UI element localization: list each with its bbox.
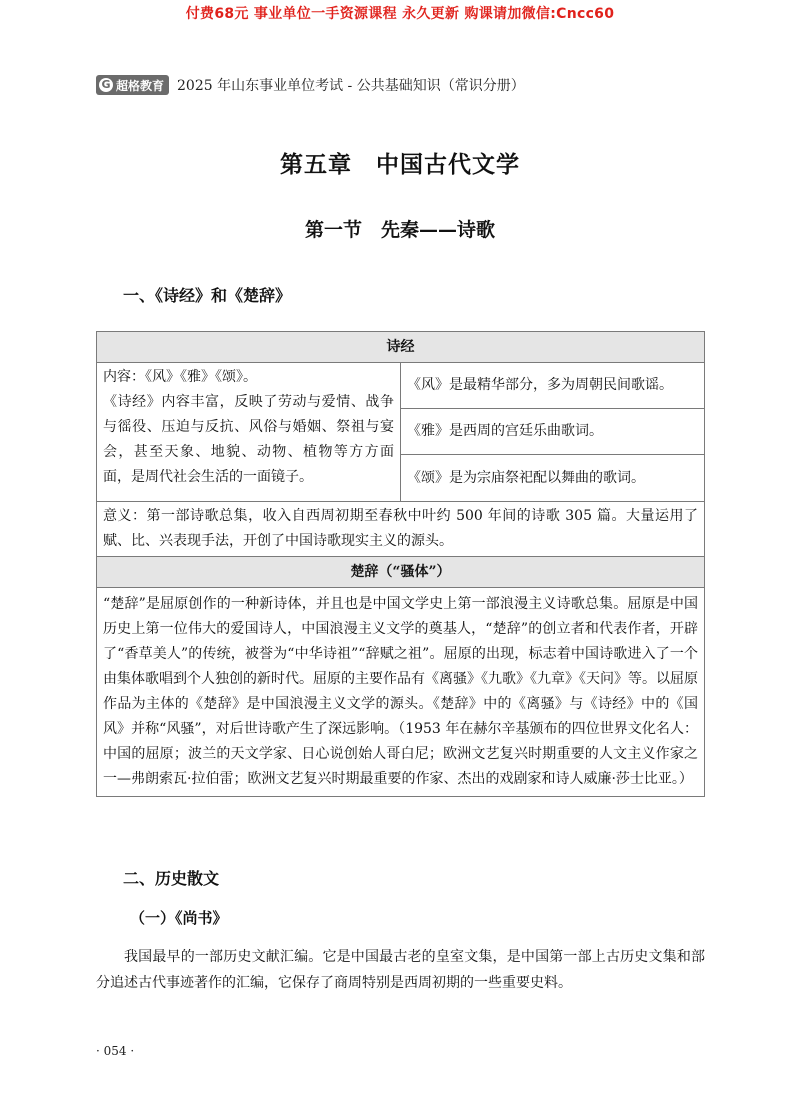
heading-shijing-chuci: 一、《诗经》和《楚辞》 — [123, 286, 292, 305]
feng-description: 《风》是最精华部分，多为周朝民间歌谣。 — [401, 363, 704, 409]
chuci-header: 楚辞（“骚体”） — [97, 557, 705, 588]
shijing-content-cell — [97, 363, 401, 502]
literature-table — [96, 331, 705, 797]
page-number: · 054 · — [96, 1044, 135, 1058]
page-header — [96, 74, 525, 96]
book-title: 2025 年山东事业单位考试 - 公共基础知识（常识分册） — [177, 78, 525, 94]
logo-icon: G — [99, 78, 113, 92]
shangshu-paragraph: 我国最早的一部历史文献汇编。它是中国最古老的皇室文集，是中国第一部上古历史文集和部分追述古代事迹著作的汇编，它保存了商周特别是西周初期的一些重要史料。 — [96, 949, 705, 991]
ya-description: 《雅》是西周的宫廷乐曲歌词。 — [401, 409, 704, 455]
chuci-description: “楚辞”是屈原创作的一种新诗体，并且也是中国文学史上第一部浪漫主义诗歌总集。屈原是中国历史上第一位伟大的爱国诗人，中国浪漫主义文学的奠基人，“楚辞”的创立者和代表作者，开辟了“香草美人”的传统，被誉为“中华诗祖”“辞赋之祖”。屈原的出现，标志着中国诗歌进入了一个由集体歌唱到个人独创的新时代。屈原的主要作品有《离骚》《九歌》《九章》《天问》等。以屈原作品为主体的《楚辞》是中国浪漫主义文学的源头。《楚辞》中的《离骚》与《诗经》中的《国风》并称“风骚”，对后世诗歌产生了深远影响。（1953 年在赫尔辛基颁布的四位世界文化名人：中国的屈原；波兰的天文学家、日心说创始人哥白尼；欧洲文艺复兴时期重要的人文主义作家之一—弗朗索瓦·拉伯雷；欧洲文艺复兴时期最重要的作家、杰出的戏剧家和诗人威廉·莎士比亚。） — [97, 588, 705, 797]
chapter-title: 第五章 中国古代文学 — [280, 151, 520, 178]
shijing-meaning: 意义：第一部诗歌总集，收入自西周初期至春秋中叶约 500 年间的诗歌 305 篇。大量运用了赋、比、兴表现手法，开创了中国诗歌现实主义的源头。 — [97, 502, 705, 557]
shijing-header: 诗经 — [97, 332, 705, 363]
watermark-banner: 付费68元 事业单位一手资源课程 永久更新 购课请加微信:Cncc60 — [185, 6, 615, 22]
section-title: 第一节 先秦——诗歌 — [304, 219, 495, 241]
shijing-parts-cell — [401, 363, 705, 502]
shijing-content-label: 内容：《风》《雅》《颂》。 — [103, 369, 257, 385]
publisher-logo — [96, 75, 169, 95]
shijing-content-text: 《诗经》内容丰富，反映了劳动与爱情、战争与徭役、压迫与反抗、风俗与婚姻、祭祖与宴会，甚至天象、地貌、动物、植物等方方面面，是周代社会生活的一面镜子。 — [103, 394, 394, 485]
heading-history-prose: 二、历史散文 — [123, 869, 220, 888]
logo-text: 超格教育 — [116, 78, 165, 93]
heading-shangshu: （一）《尚书》 — [130, 909, 228, 927]
song-description: 《颂》是为宗庙祭祀配以舞曲的歌词。 — [407, 469, 645, 486]
